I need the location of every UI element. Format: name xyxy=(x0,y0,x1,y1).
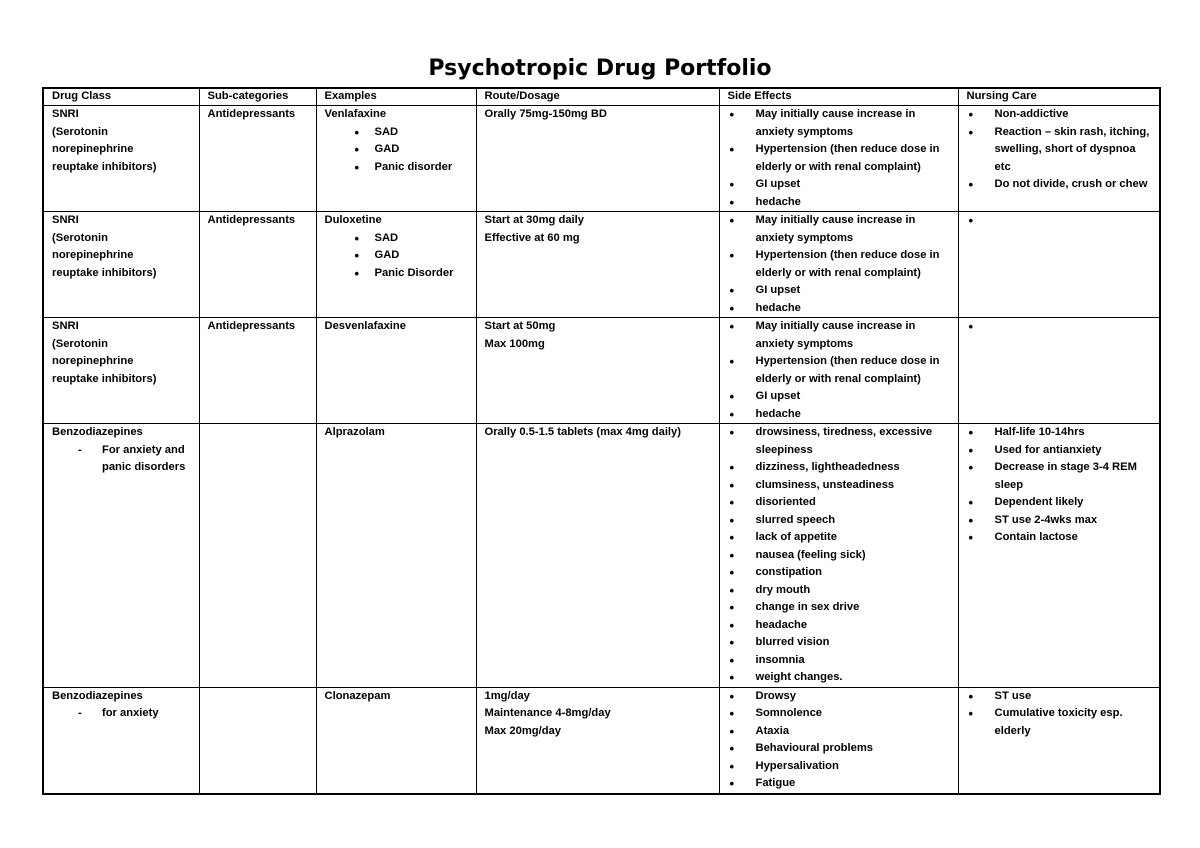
side-effect-item: • GI upset xyxy=(728,282,950,300)
nursing-care-item: • Reaction – skin rash, itching, swelling, short of dyspnoa etc xyxy=(967,124,1152,177)
side-effect-item: • disoriented xyxy=(728,494,950,512)
header-side-effects: Side Effects xyxy=(719,88,958,106)
nursing-care-item xyxy=(967,318,1152,336)
side-effect-item: • drowsiness, tiredness, excessive sleepiness xyxy=(728,424,950,459)
example-drug-name: Alprazolam xyxy=(324,426,385,438)
route-dosage-line: Start at 30mg daily xyxy=(484,214,584,226)
table-row xyxy=(43,687,1160,794)
route-dosage-line: Max 20mg/day xyxy=(484,724,561,737)
side-effects-cell xyxy=(719,106,958,212)
example-indication-item: • SAD xyxy=(353,230,468,248)
side-effect-item: • dizziness, lightheadedness xyxy=(728,459,950,477)
drug-class-line: reuptake inhibitors) xyxy=(52,266,157,279)
side-effect-item: • insomnia xyxy=(728,652,950,670)
table-row xyxy=(43,424,1160,688)
side-effect-item: • May initially cause increase in anxiety symptoms xyxy=(728,318,950,353)
route-dosage-line: Max 100mg xyxy=(484,337,545,350)
nursing-care-item: • Non-addictive xyxy=(967,106,1152,124)
example-indication-list xyxy=(325,230,468,283)
nursing-care-item: • Half-life 10-14hrs xyxy=(967,424,1152,442)
route-dosage-cell xyxy=(476,106,719,212)
route-dosage-cell xyxy=(476,212,719,318)
nursing-care-item xyxy=(967,212,1152,230)
example-indication-item: • GAD xyxy=(353,247,468,265)
nursing-care-list xyxy=(967,424,1152,547)
example-cell xyxy=(316,318,476,424)
side-effect-item: • GI upset xyxy=(728,388,950,406)
table-row xyxy=(43,106,1160,212)
drug-class-line: norepinephrine xyxy=(52,249,134,261)
nursing-care-item: • Dependent likely xyxy=(967,494,1152,512)
header-route-dosage: Route/Dosage xyxy=(476,88,719,106)
drug-class-line: (Serotonin xyxy=(52,337,108,350)
example-indication-item: • GAD xyxy=(353,141,468,159)
drug-class-cell xyxy=(43,687,199,794)
side-effects-cell xyxy=(719,687,958,794)
drug-class-line: (Serotonin xyxy=(52,231,108,244)
nursing-care-item: • ST use xyxy=(967,688,1152,706)
side-effect-item: • constipation xyxy=(728,564,950,582)
side-effect-item: • slurred speech xyxy=(728,512,950,530)
drug-class-subitem: - for anxiety xyxy=(78,705,192,723)
nursing-care-list xyxy=(967,212,1152,230)
subcategory-cell xyxy=(199,687,316,794)
page-title: Psychotropic Drug Portfolio xyxy=(428,56,772,81)
nursing-care-cell xyxy=(958,106,1160,212)
example-indication-item: • SAD xyxy=(353,124,468,142)
drug-class-cell xyxy=(43,106,199,212)
example-drug-name: Clonazepam xyxy=(324,689,391,702)
drug-class-subitem: - For anxiety and panic disorders xyxy=(78,442,192,477)
drug-class-line: reuptake inhibitors) xyxy=(52,160,157,173)
example-cell xyxy=(316,106,476,212)
side-effect-item: • lack of appetite xyxy=(728,529,950,547)
drug-class-line: norepinephrine xyxy=(52,355,134,367)
side-effect-item: • Hypertension (then reduce dose in elderly or with renal complaint) xyxy=(728,247,950,282)
side-effects-cell xyxy=(719,212,958,318)
nursing-care-item: • Decrease in stage 3-4 REM sleep xyxy=(967,459,1152,494)
example-drug-name: Duloxetine xyxy=(324,214,382,226)
route-dosage-cell xyxy=(476,424,719,688)
drug-class-line: Benzodiazepines xyxy=(52,689,143,702)
side-effects-cell xyxy=(719,424,958,688)
side-effects-list xyxy=(728,688,950,793)
side-effect-item: • Fatigue xyxy=(728,775,950,793)
nursing-care-item: • Cumulative toxicity esp. elderly xyxy=(967,705,1152,740)
side-effect-item: • Ataxia xyxy=(728,723,950,741)
drug-class-line: norepinephrine xyxy=(52,143,134,155)
nursing-care-list xyxy=(967,318,1152,336)
side-effect-item: • hedache xyxy=(728,300,950,318)
example-cell xyxy=(316,687,476,794)
example-indication-list xyxy=(325,124,468,177)
side-effect-item: • change in sex drive xyxy=(728,599,950,617)
drug-portfolio-table xyxy=(42,87,1161,795)
example-indication-item: • Panic Disorder xyxy=(353,265,468,283)
drug-class-line: SNRI xyxy=(52,108,79,120)
route-dosage-cell xyxy=(476,318,719,424)
route-dosage-line: Orally 75mg-150mg BD xyxy=(484,108,607,120)
side-effect-item: • Hypertension (then reduce dose in elderly or with renal complaint) xyxy=(728,141,950,176)
header-row xyxy=(43,88,1160,106)
drug-class-line: Benzodiazepines xyxy=(52,426,143,438)
nursing-care-item: • ST use 2-4wks max xyxy=(967,512,1152,530)
route-dosage-line: Effective at 60 mg xyxy=(484,231,580,244)
nursing-care-cell xyxy=(958,687,1160,794)
route-dosage-line: Start at 50mg xyxy=(484,320,556,332)
side-effect-item: • Behavioural problems xyxy=(728,740,950,758)
side-effect-item: • May initially cause increase in anxiety symptoms xyxy=(728,212,950,247)
header-examples: Examples xyxy=(316,88,476,106)
example-cell xyxy=(316,424,476,688)
route-dosage-line: Maintenance 4-8mg/day xyxy=(484,707,611,719)
nursing-care-cell xyxy=(958,212,1160,318)
side-effect-item: • weight changes. xyxy=(728,669,950,687)
nursing-care-list xyxy=(967,106,1152,194)
nursing-care-cell xyxy=(958,424,1160,688)
route-dosage-line: 1mg/day xyxy=(484,689,530,702)
side-effect-item: • clumsiness, unsteadiness xyxy=(728,477,950,495)
table-row xyxy=(43,318,1160,424)
example-drug-name: Venlafaxine xyxy=(324,108,387,120)
side-effect-item: • hedache xyxy=(728,194,950,212)
subcategory-cell: Antidepressants xyxy=(199,212,316,318)
side-effects-list xyxy=(728,318,950,423)
drug-class-line: (Serotonin xyxy=(52,125,108,138)
table-row xyxy=(43,212,1160,318)
drug-class-sublist xyxy=(52,705,191,723)
drug-class-cell xyxy=(43,424,199,688)
subcategory-cell xyxy=(199,424,316,688)
nursing-care-item: • Contain lactose xyxy=(967,529,1152,547)
nursing-care-item: • Used for antianxiety xyxy=(967,442,1152,460)
side-effect-item: • dry mouth xyxy=(728,582,950,600)
drug-class-line: SNRI xyxy=(52,320,79,332)
side-effects-list xyxy=(728,212,950,317)
drug-class-sublist xyxy=(52,442,191,477)
side-effect-item: • May initially cause increase in anxiety symptoms xyxy=(728,106,950,141)
subcategory-cell: Antidepressants xyxy=(199,106,316,212)
example-indication-item: • Panic disorder xyxy=(353,159,468,177)
side-effect-item: • Hypersalivation xyxy=(728,758,950,776)
header-nursing-care: Nursing Care xyxy=(958,88,1160,106)
nursing-care-list xyxy=(967,688,1152,741)
side-effect-item: • blurred vision xyxy=(728,634,950,652)
drug-class-cell xyxy=(43,212,199,318)
side-effect-item: • Drowsy xyxy=(728,688,950,706)
side-effect-item: • nausea (feeling sick) xyxy=(728,547,950,565)
route-dosage-cell xyxy=(476,687,719,794)
nursing-care-item: • Do not divide, crush or chew xyxy=(967,176,1152,194)
example-cell xyxy=(316,212,476,318)
side-effect-item: • Somnolence xyxy=(728,705,950,723)
side-effect-item: • GI upset xyxy=(728,176,950,194)
route-dosage-line: Orally 0.5-1.5 tablets (max 4mg daily) xyxy=(484,426,681,438)
nursing-care-cell xyxy=(958,318,1160,424)
drug-class-line: reuptake inhibitors) xyxy=(52,372,157,385)
side-effects-list xyxy=(728,106,950,211)
example-drug-name: Desvenlafaxine xyxy=(324,320,406,332)
header-sub-categories: Sub-categories xyxy=(199,88,316,106)
header-drug-class: Drug Class xyxy=(43,88,199,106)
side-effects-cell xyxy=(719,318,958,424)
side-effect-item: • Hypertension (then reduce dose in elderly or with renal complaint) xyxy=(728,353,950,388)
drug-class-cell xyxy=(43,318,199,424)
side-effects-list xyxy=(728,424,950,687)
side-effect-item: • hedache xyxy=(728,406,950,424)
subcategory-cell: Antidepressants xyxy=(199,318,316,424)
drug-class-line: SNRI xyxy=(52,214,79,226)
side-effect-item: • headache xyxy=(728,617,950,635)
